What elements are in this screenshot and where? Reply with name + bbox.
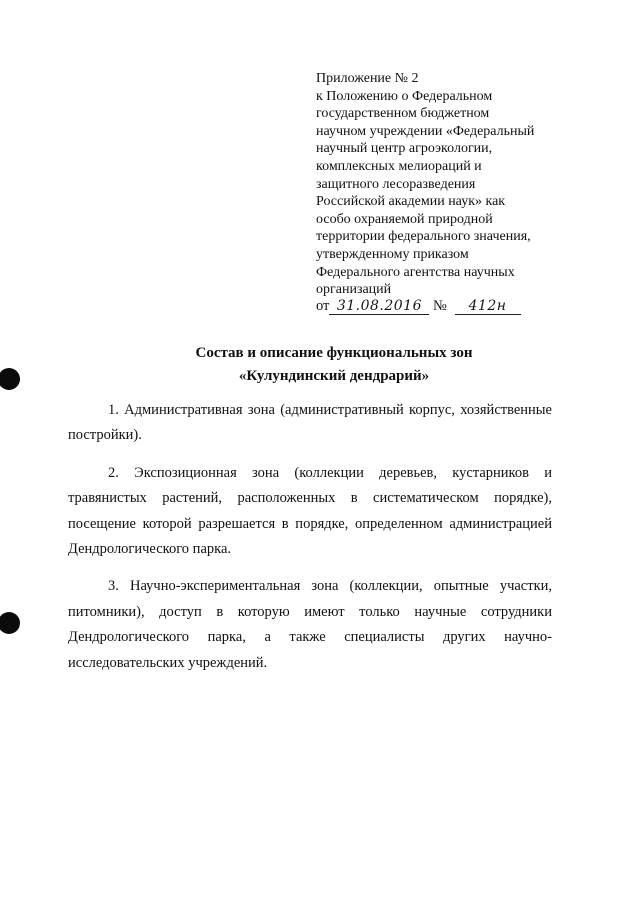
document-subtitle: «Кулундинский дендрарий» — [238, 368, 430, 384]
appendix-line: особо охраняемой природной — [316, 211, 493, 227]
appendix-line: к Положению о Федеральном — [316, 88, 493, 104]
handwritten-date: 31.08.2016 — [329, 298, 429, 315]
zone-paragraph-research: 3. Научно-экспериментальная зона (коллекции, опытные участки, питомники), доступ в которую имеют только научные сотрудники Дендрологического парка, а также специалисты других научно-исследовательских учреждений. — [68, 578, 552, 671]
appendix-line: Российской академии наук» как — [316, 194, 506, 210]
appendix-line: Федерального агентства научных — [316, 264, 515, 280]
appendix-line: научный центр агроэкологии, — [316, 141, 493, 157]
appendix-header — [316, 70, 616, 299]
appendix-line: комплексных мелиораций и — [316, 158, 482, 174]
number-sign: № — [433, 298, 447, 314]
appendix-line: организаций — [316, 282, 392, 298]
appendix-line: государственном бюджетном — [316, 106, 490, 122]
document-body — [68, 398, 552, 688]
document-title: Состав и описание функциональных зон — [195, 345, 473, 361]
zone-paragraph-exposition: 2. Экспозиционная зона (коллекции деревьев, кустарников и травянистых растений, расположенных в систематическом порядке), посещение которой разрешается в порядке, определенном администрацией Дендрологического парка. — [68, 464, 552, 558]
appendix-line: научном учреждении «Федеральный — [316, 123, 535, 139]
appendix-line: Приложение № 2 — [316, 71, 419, 86]
zone-paragraph-administrative: 1. Административная зона (административный корпус, хозяйственные постройки). — [68, 402, 552, 444]
appendix-line: утвержденному приказом — [316, 246, 469, 262]
appendix-line: защитного лесоразведения — [316, 176, 476, 192]
handwritten-number: 412н — [455, 298, 521, 315]
appendix-line: территории федерального значения, — [316, 229, 531, 245]
date-prefix: от — [316, 298, 330, 314]
order-date-number — [316, 298, 521, 315]
binder-hole-bottom — [0, 612, 20, 634]
